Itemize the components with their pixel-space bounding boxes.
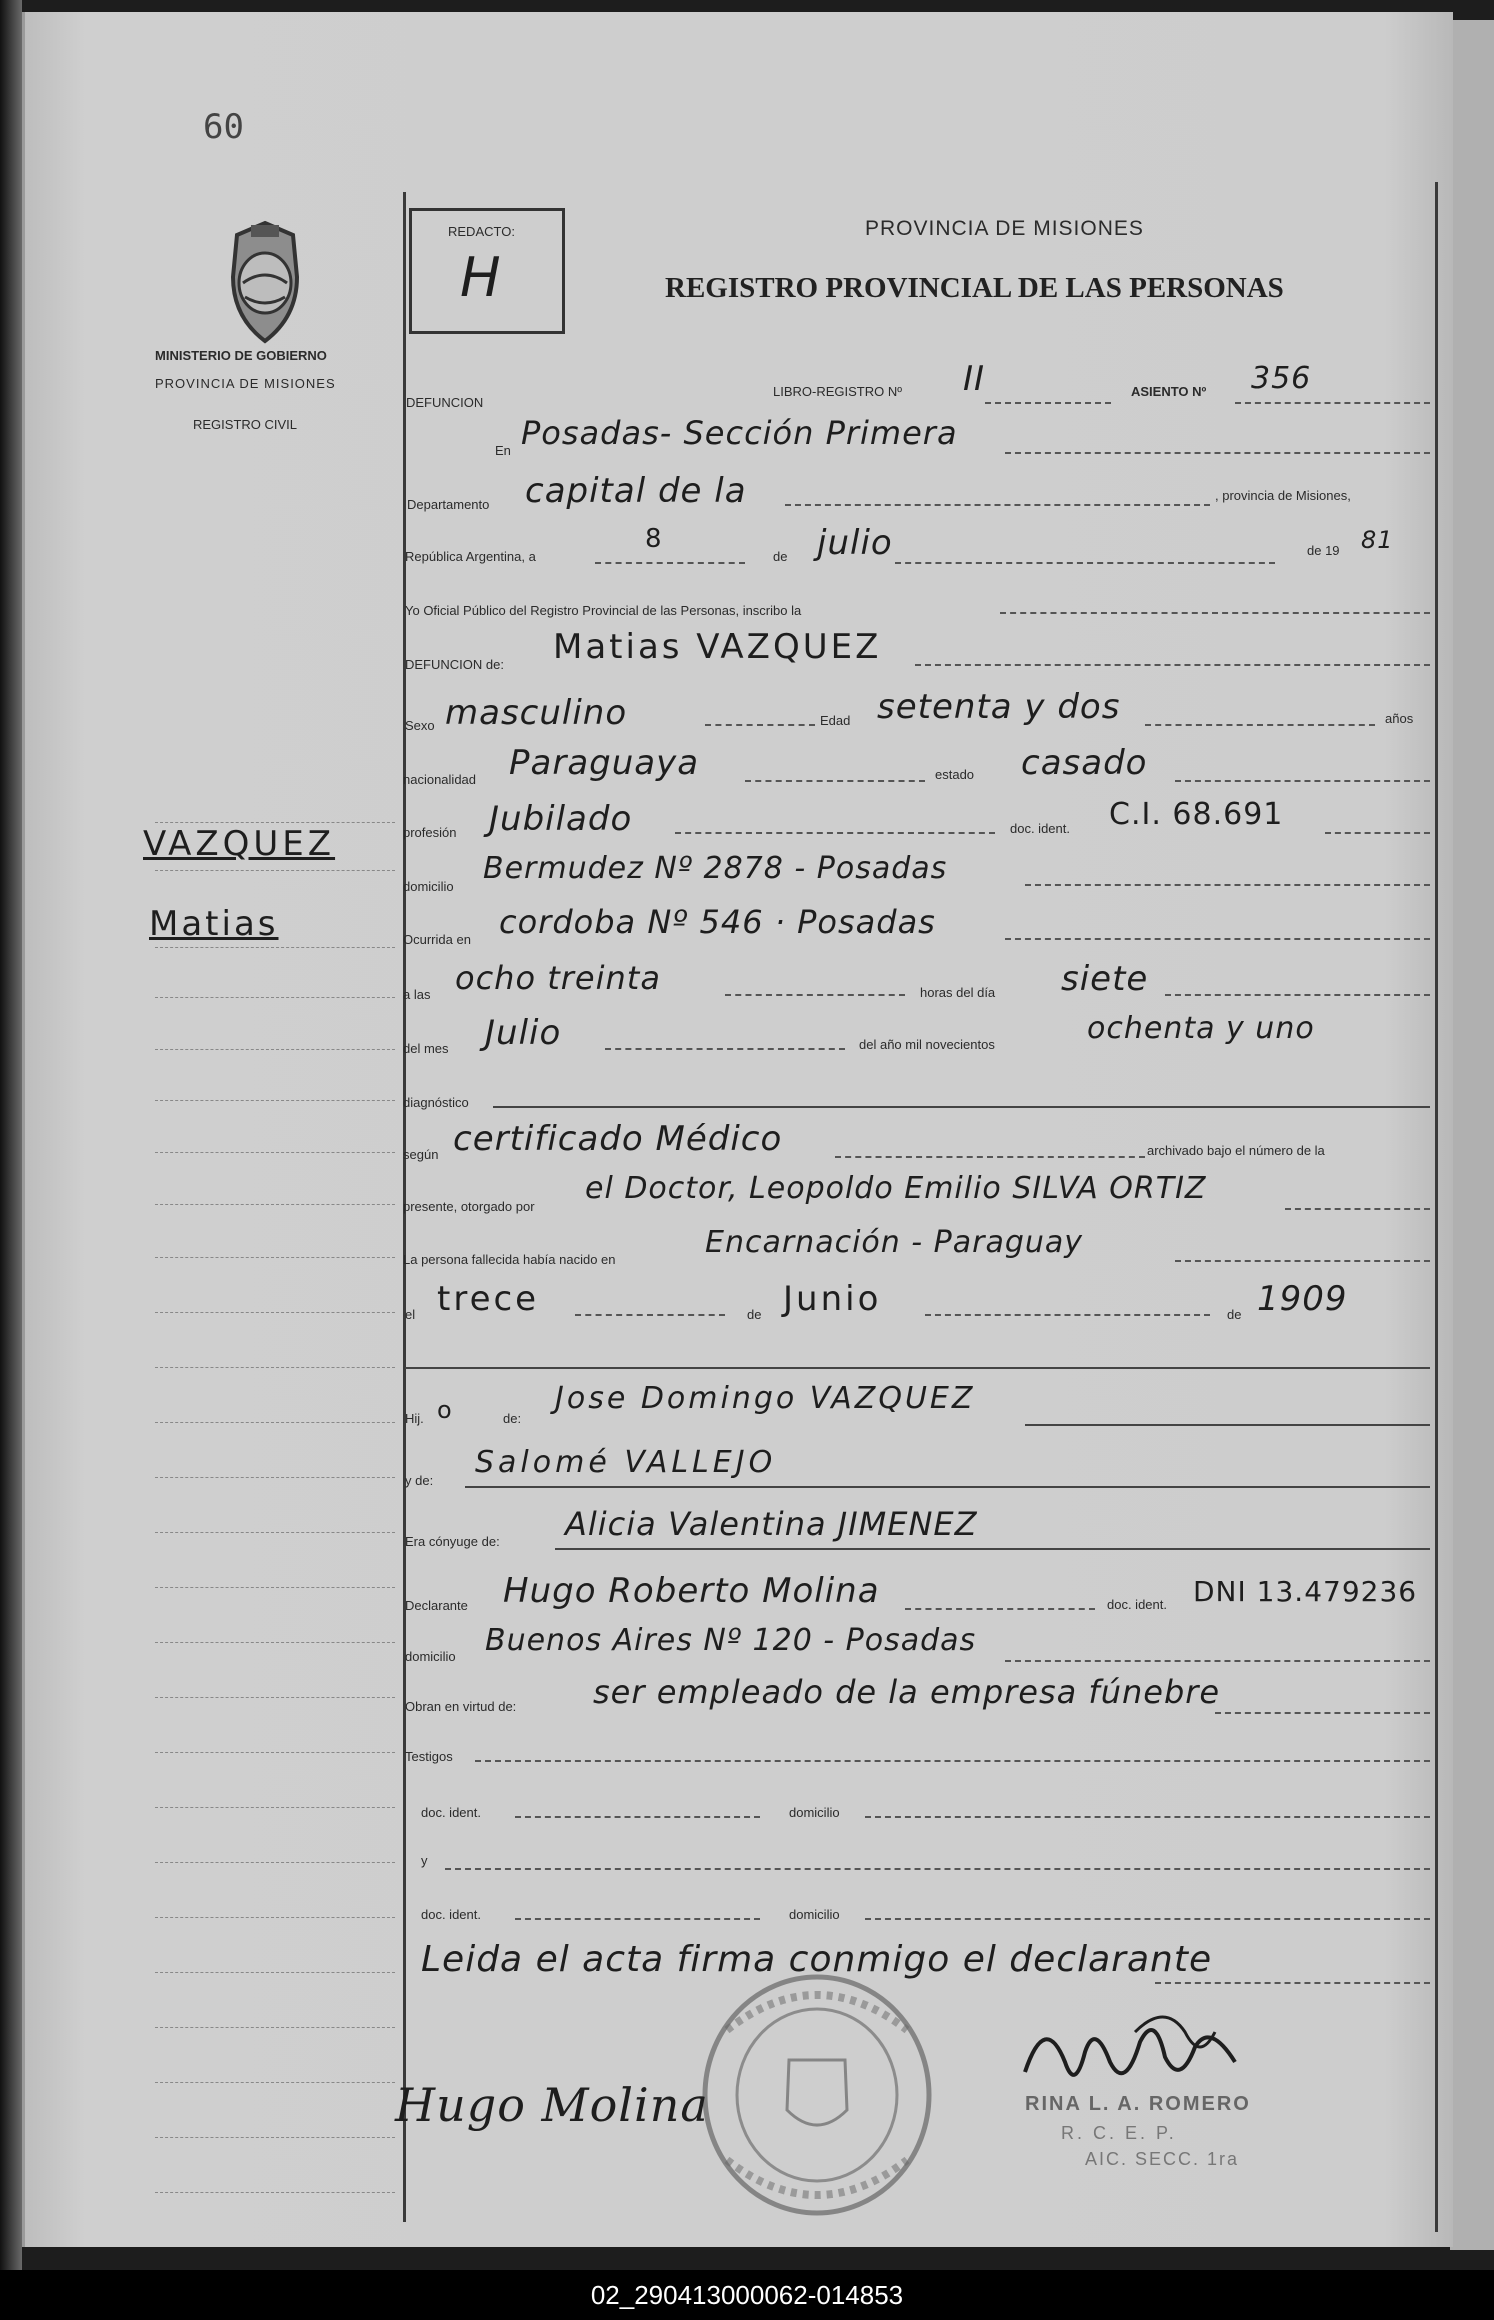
- edad-label: Edad: [820, 713, 851, 728]
- misiones-coat-of-arms-icon: [215, 217, 315, 347]
- delmes-value: Julio: [485, 1013, 562, 1053]
- declarante-label: Declarante: [405, 1598, 468, 1613]
- margin-surname: VAZQUEZ: [143, 824, 336, 864]
- office-label: REGISTRO CIVIL: [193, 417, 298, 432]
- sexo-value: masculino: [445, 693, 628, 733]
- republica-label: República Argentina, a: [405, 549, 536, 564]
- redacto-mark: H: [460, 246, 502, 309]
- redacto-box: [409, 208, 565, 334]
- year-prefix: de 19: [1307, 543, 1340, 558]
- ministry-label: MINISTERIO DE GOBIERNO: [155, 348, 327, 363]
- presente-value: el Doctor, Leopoldo Emilio SILVA ORTIZ: [585, 1171, 1207, 1206]
- domicilio-value: Bermudez Nº 2878 - Posadas: [483, 851, 948, 886]
- de-label: de: [773, 549, 788, 564]
- obran-value: ser empleado de la empresa fúnebre: [593, 1673, 1221, 1711]
- delmes-label: del mes: [403, 1041, 449, 1056]
- departamento-label: Departamento: [407, 497, 490, 512]
- testigos-label: Testigos: [405, 1749, 453, 1764]
- ocurrida-label: Ocurrida en: [403, 932, 471, 947]
- act-type-label: DEFUNCION: [406, 395, 484, 410]
- alas-value: ocho treinta: [455, 959, 661, 997]
- archivado-label: archivado bajo el número de la: [1147, 1143, 1325, 1158]
- defuncion-label: DEFUNCION de:: [405, 657, 504, 672]
- month-value: julio: [817, 523, 893, 563]
- ocurrida-value: cordoba Nº 546 · Posadas: [499, 903, 936, 941]
- decl-dom-value: Buenos Aires Nº 120 - Posadas: [485, 1623, 977, 1658]
- mother-value: Salomé VALLEJO: [475, 1445, 777, 1480]
- el-value: trece: [437, 1279, 540, 1319]
- stamp-official-name: RINA L. A. ROMERO: [1025, 2093, 1251, 2115]
- nacionalidad-label: nacionalidad: [403, 772, 477, 787]
- closing-text: Leida el acta firma conmigo el declarante: [421, 1939, 1213, 1980]
- libro-label: LIBRO-REGISTRO Nº: [773, 384, 902, 399]
- margin-given-name: Matias: [149, 904, 279, 944]
- t2-doc-label: doc. ident.: [421, 1907, 481, 1922]
- decl-doc-value: DNI 13.479236: [1193, 1575, 1418, 1608]
- defuncion-value: Matias VAZQUEZ: [553, 627, 882, 667]
- horas-value: siete: [1061, 959, 1149, 999]
- official-signature-icon: [1015, 2002, 1245, 2102]
- asiento-label: ASIENTO Nº: [1131, 384, 1207, 399]
- anos-label: años: [1385, 711, 1414, 726]
- yde-label: y de:: [405, 1473, 434, 1488]
- sexo-label: Sexo: [405, 718, 435, 733]
- province-label-left: PROVINCIA DE MISIONES: [155, 376, 336, 391]
- nacido-value: Encarnación - Paraguay: [705, 1225, 1084, 1260]
- t1-doc-label: doc. ident.: [421, 1805, 481, 1820]
- stamp-official-office: R. C. E. P.: [1061, 2123, 1177, 2143]
- y-label: y: [421, 1853, 428, 1868]
- declarante-value: Hugo Roberto Molina: [503, 1571, 880, 1611]
- edad-value: setenta y dos: [877, 687, 1121, 727]
- header-province: PROVINCIA DE MISIONES: [865, 217, 1144, 240]
- conyuge-value: Alicia Valentina JIMENEZ: [565, 1505, 978, 1543]
- presente-label: presente, otorgado por: [403, 1199, 535, 1214]
- scan-id-footer: 02_290413000062-014853: [0, 2270, 1494, 2320]
- hijo-label: Hij.: [405, 1411, 424, 1426]
- anio-label: del año mil novecientos: [859, 1037, 995, 1052]
- de3-value: 1909: [1257, 1279, 1348, 1319]
- alas-label: a las: [403, 987, 431, 1002]
- profesion-value: Jubilado: [489, 799, 633, 839]
- docident-label: doc. ident.: [1010, 821, 1070, 836]
- decl-dom-label: domicilio: [405, 1649, 456, 1664]
- anio-value: ochenta y uno: [1087, 1011, 1315, 1046]
- oficial-text: Yo Oficial Público del Registro Provincial de las Personas, inscribo la: [405, 603, 802, 618]
- signature-left: Hugo Molina: [395, 2078, 709, 2132]
- horas-label: horas del día: [920, 985, 996, 1000]
- de3-label: de: [1227, 1307, 1242, 1322]
- segun-label: según: [403, 1147, 439, 1162]
- de2-value: Junio: [783, 1279, 882, 1319]
- book-binding-edge: [0, 0, 22, 2270]
- nacido-label: La persona fallecida había nacido en: [403, 1252, 616, 1267]
- official-seal-stamp-icon: [697, 1970, 937, 2220]
- next-page-edge: [1450, 20, 1494, 2250]
- obran-label: Obran en virtud de:: [405, 1699, 517, 1714]
- asiento-value: 356: [1251, 361, 1312, 396]
- decl-doc-label: doc. ident.: [1107, 1597, 1167, 1612]
- libro-value: II: [963, 359, 986, 399]
- estado-label: estado: [935, 767, 975, 782]
- diagnostico-label: diagnóstico: [403, 1095, 469, 1110]
- estado-value: casado: [1021, 743, 1148, 783]
- provincia-label: , provincia de Misiones,: [1215, 488, 1351, 503]
- el-label: el: [405, 1307, 416, 1322]
- t1-dom-label: domicilio: [789, 1805, 840, 1820]
- certificate-sheet: [22, 12, 1453, 2247]
- conyuge-label: Era cónyuge de:: [405, 1534, 500, 1549]
- day-value: 8: [645, 524, 663, 554]
- en-label: En: [495, 443, 511, 458]
- father-value: Jose Domingo VAZQUEZ: [555, 1381, 976, 1416]
- departamento-value: capital de la: [525, 471, 747, 511]
- docident-value: C.I. 68.691: [1109, 797, 1284, 832]
- hijo-de-label: de:: [503, 1411, 522, 1426]
- domicilio-label: domicilio: [403, 879, 454, 894]
- de2-label: de: [747, 1307, 762, 1322]
- en-value: Posadas- Sección Primera: [521, 414, 958, 452]
- stamp-official-section: AIC. SECC. 1ra: [1085, 2149, 1240, 2169]
- hijo-suffix: o: [437, 1396, 453, 1424]
- header-title: REGISTRO PROVINCIAL DE LAS PERSONAS: [665, 272, 1284, 304]
- segun-value: certificado Médico: [453, 1119, 783, 1159]
- t2-dom-label: domicilio: [789, 1907, 840, 1922]
- year-suffix: 81: [1361, 526, 1394, 554]
- nacionalidad-value: Paraguaya: [509, 743, 700, 783]
- profesion-label: profesión: [403, 825, 457, 840]
- folio-number: 60: [203, 107, 244, 147]
- redacto-label: REDACTO:: [448, 224, 515, 239]
